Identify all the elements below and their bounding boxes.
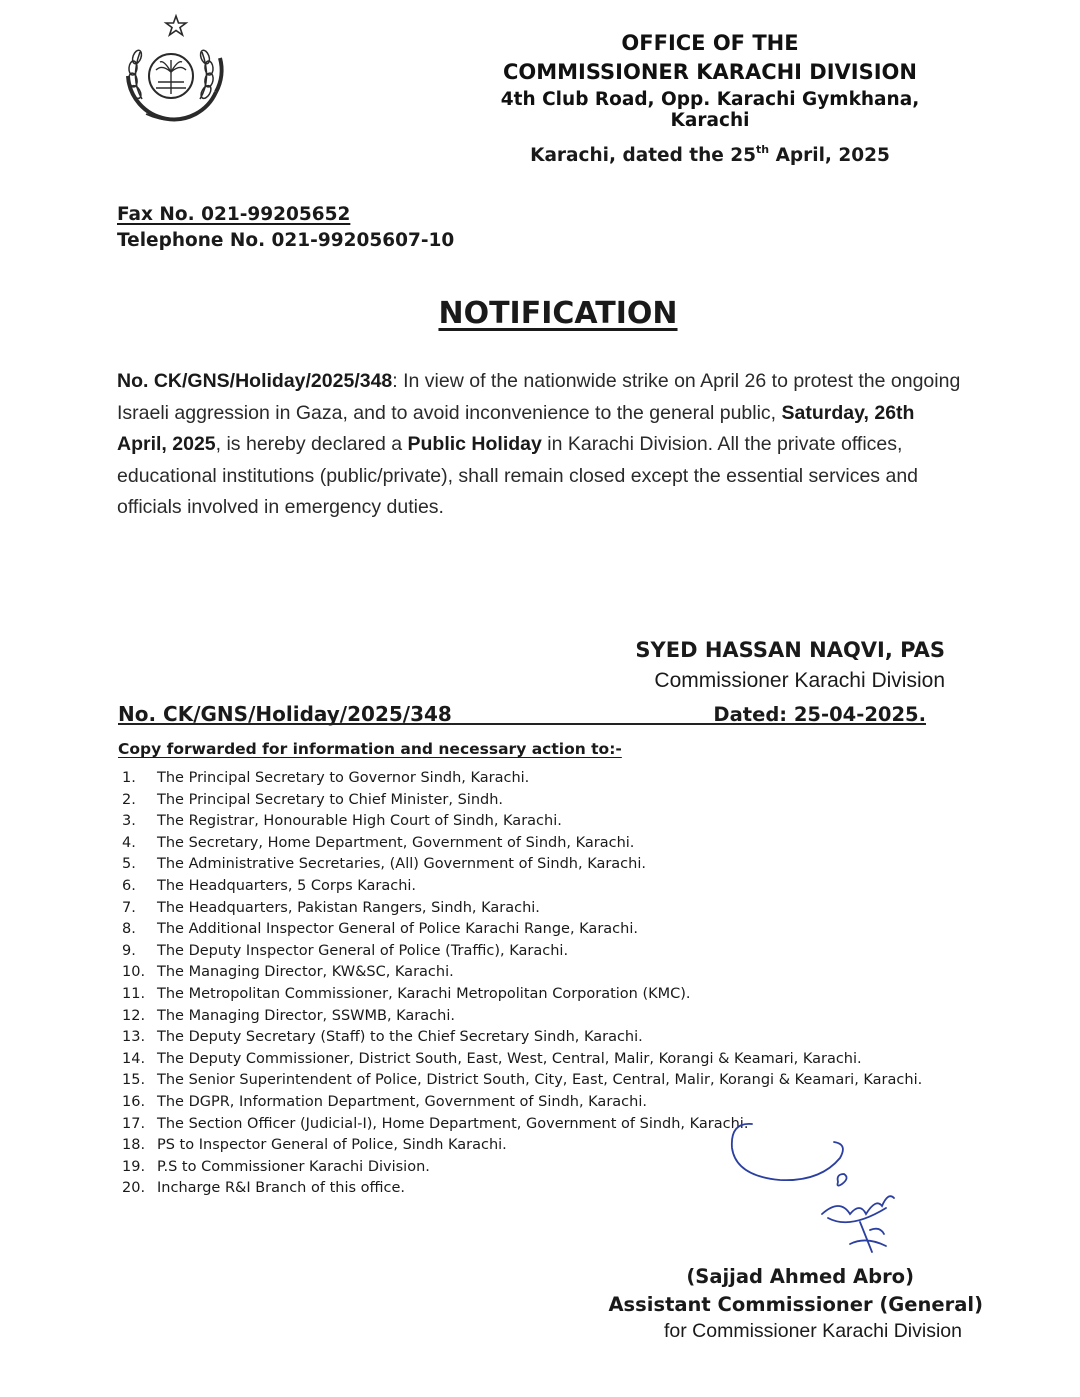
list-item: 7. The Headquarters, Pakistan Rangers, Sindh, Karachi. [122,899,540,916]
reference-number: No. CK/GNS/Holiday/2025/348 [118,702,452,726]
office-address: 4th Club Road, Opp. Karachi Gymkhana, Karachi [500,89,920,131]
list-item: 1. The Principal Secretary to Governor Sindh, Karachi. [122,770,530,786]
list-item: 10. The Managing Director, KW&SC, Karachi. [122,964,454,981]
assistant-commissioner-title: Assistant Commissioner (General) [608,1293,983,1316]
list-item: 9. The Deputy Inspector General of Police (Traffic), Karachi. [122,942,569,959]
reference-underline [118,723,926,725]
list-item: 20. Incharge R&I Branch of this office. [122,1180,406,1197]
list-item: 16. The DGPR, Information Department, Government of Sindh, Karachi. [122,1093,647,1110]
list-item: 11. The Metropolitan Commissioner, Karachi Metropolitan Corporation (KMC). [122,985,691,1002]
assistant-commissioner-name: (Sajjad Ahmed Abro) [686,1265,914,1288]
list-item: 17. The Section Officer (Judicial-I), Home Department, Government of Sindh, Karachi. [122,1115,749,1132]
list-item: 3. The Registrar, Honourable High Court of Sindh, Karachi. [122,813,562,830]
fax-number: Fax No. 021-99205652 [117,204,351,225]
list-item: 12. The Managing Director, SSWMB, Karachi. [122,1007,455,1024]
signatory-title: Commissioner Karachi Division [654,669,945,692]
list-item: 13. The Deputy Secretary (Staff) to the Chief Secretary Sindh, Karachi. [122,1029,643,1046]
list-item: 6. The Headquarters, 5 Corps Karachi. [122,877,417,894]
public-holiday: Public Holiday [407,433,542,455]
telephone-number: Telephone No. 021-99205607-10 [117,230,455,251]
letter-date: Karachi, dated the 25th April, 2025 [530,143,890,166]
reference-date: Dated: 25-04-2025. [713,703,926,726]
notification-body: No. CK/GNS/Holiday/2025/348: In view of the nationwide strike on April 26 to protest the ongoing Israeli aggression in Gaza, and to avoid inconvenience to the general public, Saturday, 26th April, 2025, is hereby declared a Public Holiday in Karachi Division. All the private offices, educational institutions (public/private), shall remain closed except the essential services and officials involved in emergency duties. [117,370,961,518]
assistant-commissioner-for-line: for Commissioner Karachi Division [663,1320,962,1342]
government-emblem-icon [112,14,232,134]
notification-reference: No. CK/GNS/Holiday/2025/348 [117,370,393,392]
list-item: 19. P.S to Commissioner Karachi Division. [122,1158,430,1175]
holiday-date: Saturday, 26th April, 2025 [117,401,915,455]
list-item: 2. The Principal Secretary to Chief Minister, Sindh. [122,791,504,808]
signatory-name: SYED HASSAN NAQVI, PAS [635,638,945,662]
office-heading-line2: COMMISSIONER KARACHI DIVISION [503,60,917,84]
copy-forwarded-heading: Copy forwarded for information and necessary action to:- [118,740,622,758]
list-item: 8. The Additional Inspector General of Police Karachi Range, Karachi. [122,921,638,938]
handwritten-signature-icon [710,1118,940,1268]
notification-title: NOTIFICATION [438,296,678,331]
office-heading-line1: OFFICE OF THE [621,31,799,55]
list-item: 5. The Administrative Secretaries, (All) Government of Sindh, Karachi. [122,856,646,873]
list-item: 4. The Secretary, Home Department, Government of Sindh, Karachi. [122,834,635,851]
list-item: 14. The Deputy Commissioner, District South, East, West, Central, Malir, Korangi & Keamari, Karachi. [122,1050,862,1067]
list-item: 15. The Senior Superintendent of Police, District South, City, East, Central, Malir, Korangi & Keamari, Karachi. [122,1072,923,1089]
list-item: 18. PS to Inspector General of Police, Sindh Karachi. [122,1137,507,1154]
